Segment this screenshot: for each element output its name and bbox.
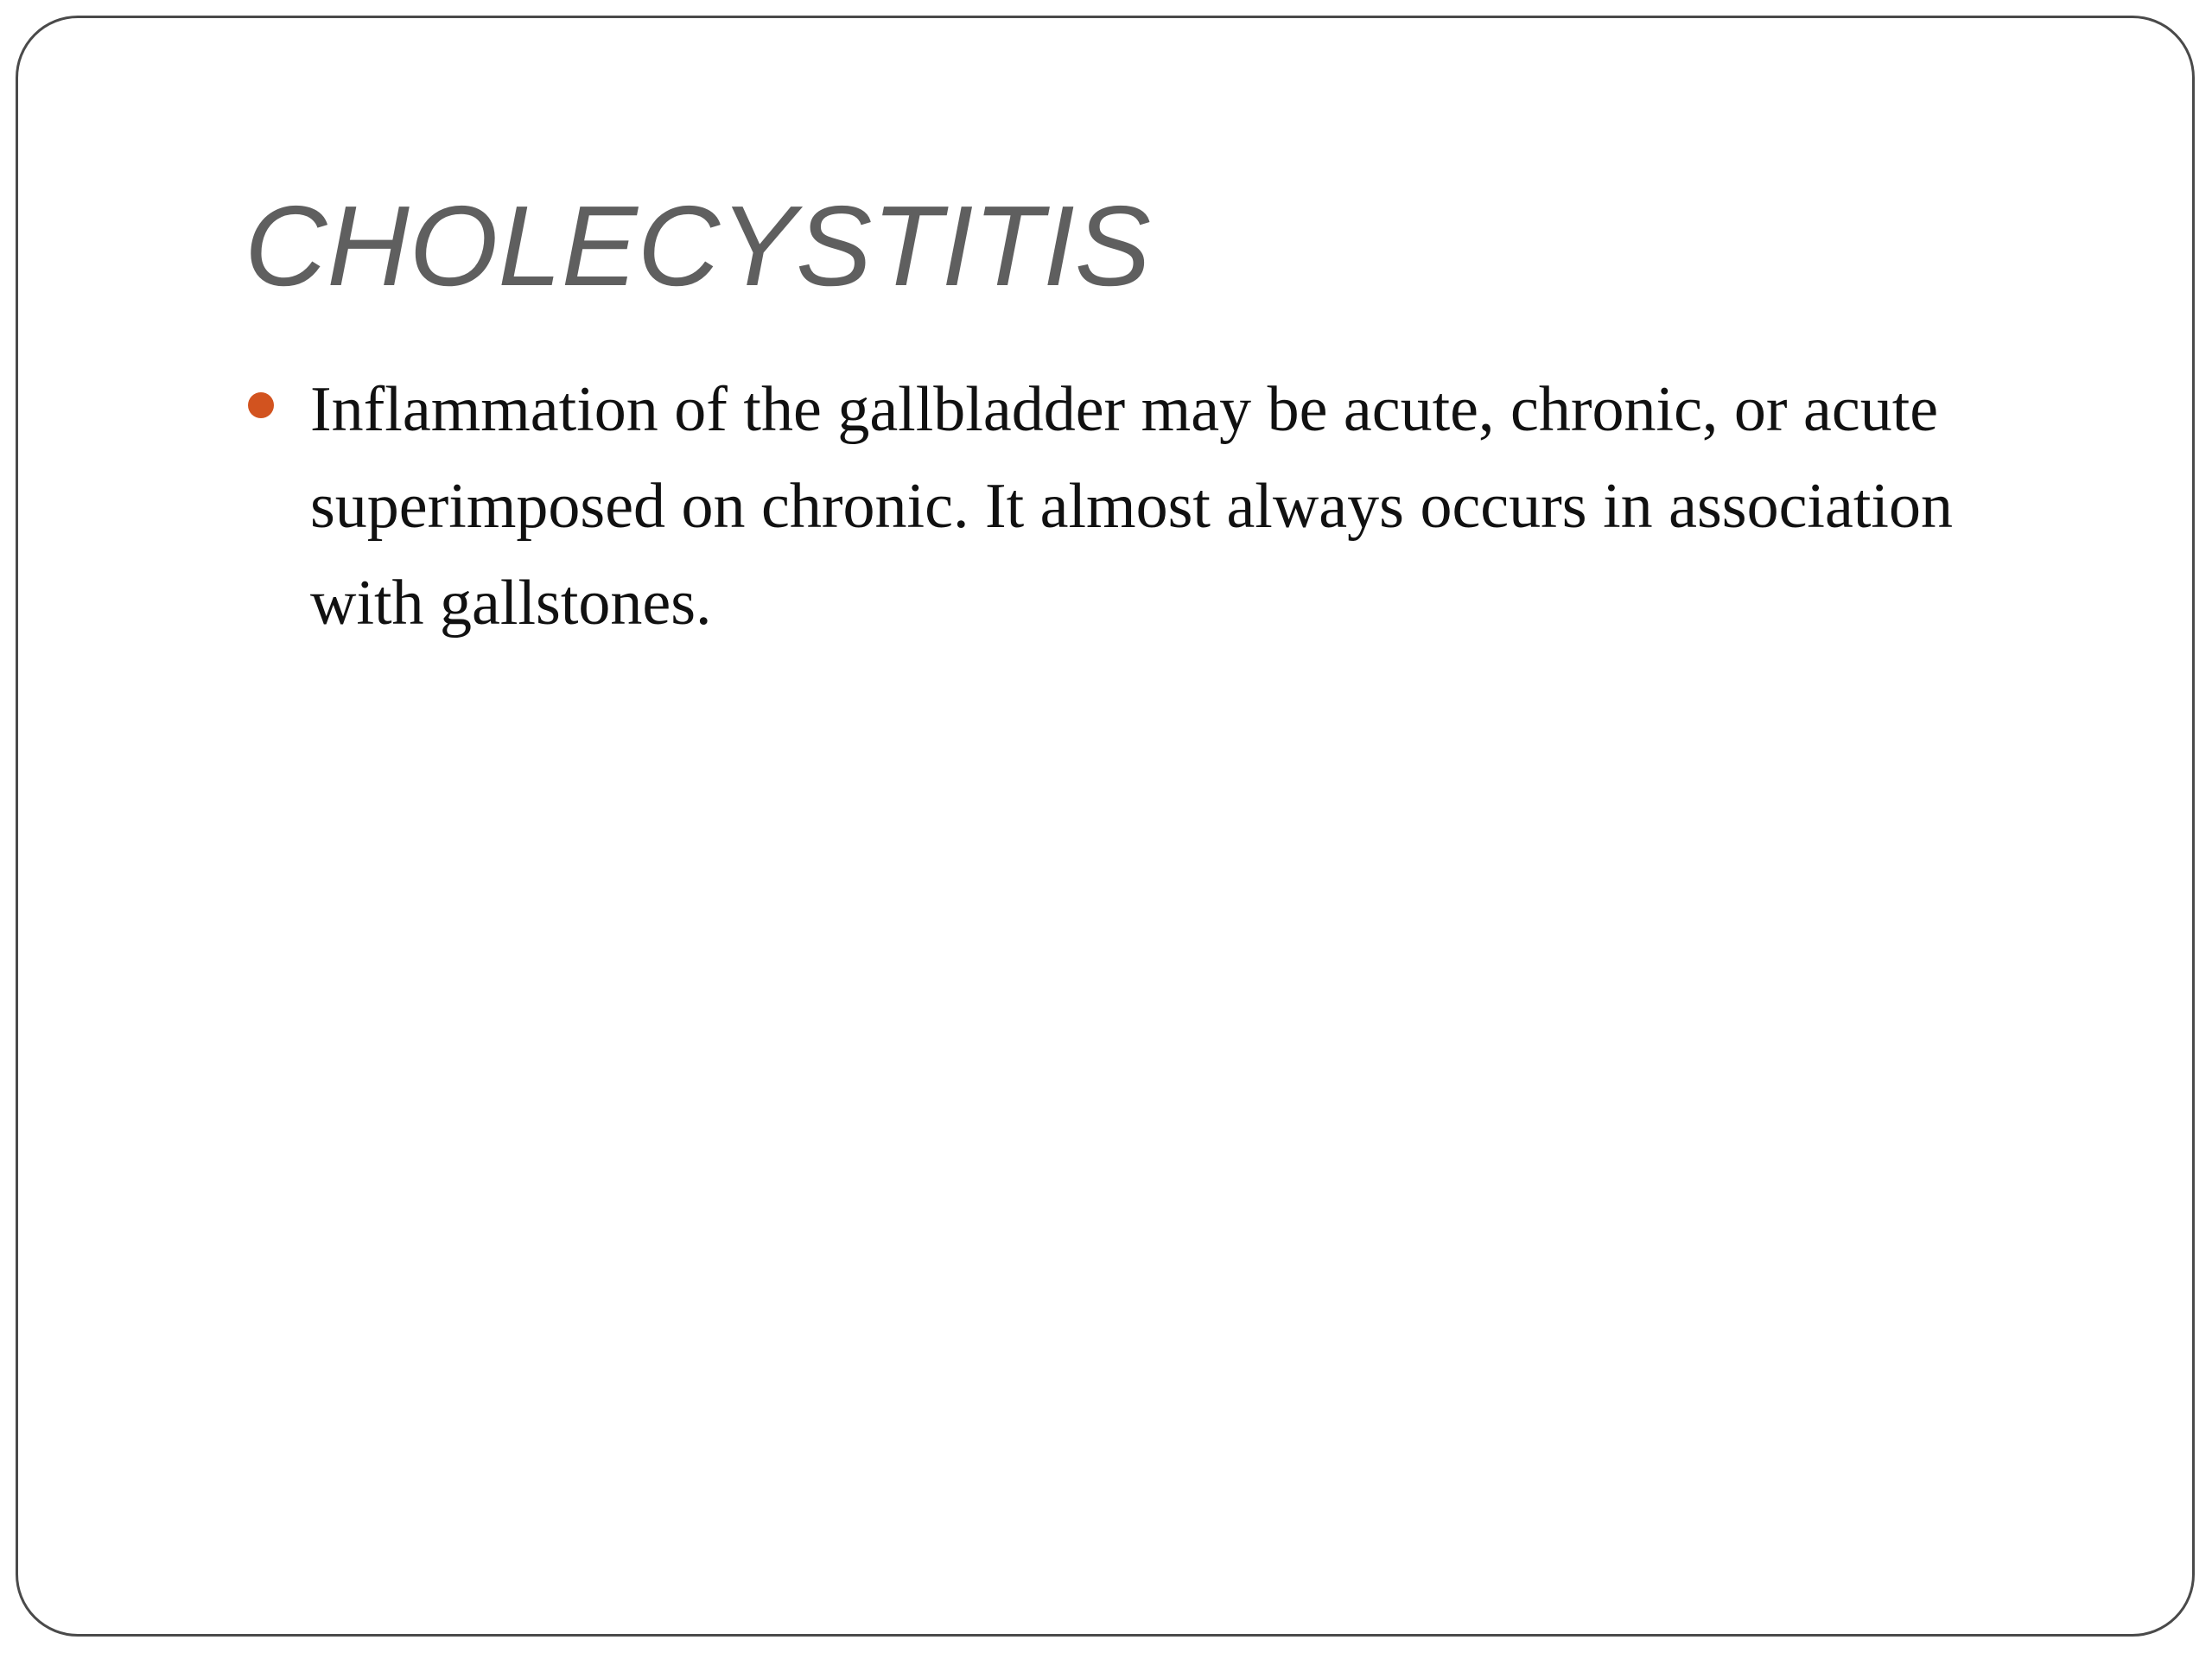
bullet-text: Inflammation of the gallbladder may be acute, chronic, or acute superimposed on chronic. It almost always occurs in association with gallstones. [310, 374, 1953, 639]
slide-title: CHOLECYSTITIS [245, 182, 1151, 309]
bullet-dot-icon [248, 392, 274, 418]
bullet-item [245, 361, 2007, 652]
bullet-list [245, 361, 2007, 652]
